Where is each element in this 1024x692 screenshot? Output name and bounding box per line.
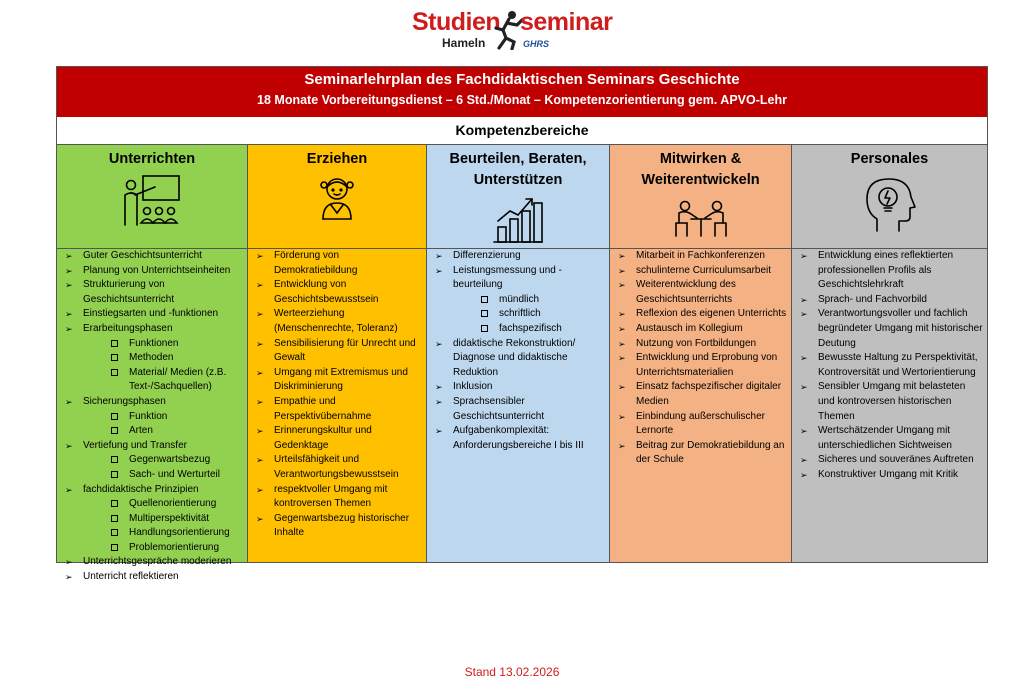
list-item: ➢ Gegenwartsbezug historischer Inhalte <box>252 512 422 541</box>
logo-word-studien: Studien <box>412 8 501 36</box>
list-item: ➢ Umgang mit Extremismus und Diskriminierung <box>252 366 422 395</box>
column-unterrichten <box>57 145 248 583</box>
column-title: Erziehen <box>306 151 368 167</box>
column-header <box>248 145 426 249</box>
sub-list-item: mündlich <box>431 293 605 308</box>
sub-list-item: Funktionen <box>61 337 243 352</box>
child-icon <box>315 173 359 223</box>
list-item: ➢ Unterricht reflektieren <box>61 570 243 585</box>
column-beurteilen <box>427 145 610 562</box>
logo-ghrs: GHRS <box>523 39 550 49</box>
column-title: Mitwirken & Weiterentwickeln <box>641 151 760 188</box>
list-item: ➢ Konstruktiver Umgang mit Kritik <box>796 468 983 483</box>
head-idea-icon <box>863 175 917 233</box>
studienseminar-logo <box>410 8 613 52</box>
list-item: ➢ Sicheres und souveränes Auftreten <box>796 453 983 468</box>
list-item: ➢ Leistungsmessung und -beurteilung <box>431 264 605 293</box>
sub-list-item: Arten <box>61 424 243 439</box>
sub-list-item: Material/ Medien (z.B. Text-/Sachquellen) <box>61 366 243 395</box>
list-item: ➢ Werteerziehung (Menschenrechte, Toleranz) <box>252 307 422 336</box>
sub-list-item: Handlungsorientierung <box>61 526 243 541</box>
list-item: ➢ Urteilsfähigkeit und Verantwortungsbewusstsein <box>252 453 422 482</box>
column-title: Personales <box>850 151 929 167</box>
list-item: ➢ Reflexion des eigenen Unterrichts <box>614 307 787 322</box>
teacher-icon <box>121 173 183 231</box>
list-item: ➢ Aufgabenkomplexität: Anforderungsbereiche I bis III <box>431 424 605 453</box>
list-item: ➢ Sprachsensibler Geschichtsunterricht <box>431 395 605 424</box>
list-item: ➢ Unterrichtsgespräche moderieren <box>61 555 243 570</box>
sub-list-item: fachspezifisch <box>431 322 605 337</box>
column-header <box>427 145 609 249</box>
list-item: ➢ Guter Geschichtsunterricht <box>61 249 243 264</box>
column-header <box>57 145 247 249</box>
list-item: ➢ Empathie und Perspektivübernahme <box>252 395 422 424</box>
list-item: ➢ schulinterne Curriculumsarbeit <box>614 264 787 279</box>
list-item: ➢ Sprach- und Fachvorbild <box>796 293 983 308</box>
list-item: ➢ Erinnerungskultur und Gedenktage <box>252 424 422 453</box>
sub-list-item: Quellenorientierung <box>61 497 243 512</box>
sub-list-item: Gegenwartsbezug <box>61 453 243 468</box>
personales-list <box>792 249 987 483</box>
sub-list-item: schriftlich <box>431 307 605 322</box>
column-title: Beurteilen, Beraten, Unterstützen <box>449 151 587 188</box>
list-item: ➢ Entwicklung eines reflektierten professionellen Profils als Geschichtslehrkraft <box>796 249 983 293</box>
seminarlehrplan-table <box>56 66 988 583</box>
list-item: ➢ Entwicklung und Erprobung von Unterrichtsmaterialien <box>614 351 787 380</box>
list-item: ➢ Austausch im Kollegium <box>614 322 787 337</box>
column-mitwirken <box>610 145 792 562</box>
kompetenzbereiche-heading: Kompetenzbereiche <box>57 117 987 145</box>
growth-chart-icon <box>492 195 544 245</box>
list-item: ➢ Sensibilisierung für Unrecht und Gewalt <box>252 337 422 366</box>
logo-hameln: Hameln <box>442 36 486 50</box>
list-item: ➢ respektvoller Umgang mit kontroversen Themen <box>252 483 422 512</box>
list-item: ➢ Mitarbeit in Fachkonferenzen <box>614 249 787 264</box>
meeting-icon <box>673 199 729 239</box>
mitwirken-list <box>610 249 791 468</box>
list-item: ➢ Beitrag zur Demokratiebildung an der Schule <box>614 439 787 468</box>
list-item: ➢ Differenzierung <box>431 249 605 264</box>
list-item: ➢ Vertiefung und Transfer <box>61 439 243 454</box>
list-item: ➢ Einsatz fachspezifischer digitaler Medien <box>614 380 787 409</box>
sub-list-item: Methoden <box>61 351 243 366</box>
list-item: ➢ Verantwortungsvoller und fachlich begründeter Umgang mit historischer Deutung <box>796 307 983 351</box>
list-item: ➢ Einbindung außerschulischer Lernorte <box>614 410 787 439</box>
page-subtitle: 18 Monate Vorbereitungsdienst – 6 Std./Monat – Kompetenzorientierung gem. APVO-Lehr <box>257 93 787 107</box>
list-item: ➢ Nutzung von Fortbildungen <box>614 337 787 352</box>
sub-list-item: Sach- und Werturteil <box>61 468 243 483</box>
runner-icon <box>490 10 524 50</box>
unterrichten-list <box>57 249 247 585</box>
list-item: ➢ Sicherungsphasen <box>61 395 243 410</box>
list-item: ➢ Einstiegsarten und -funktionen <box>61 307 243 322</box>
page-title: Seminarlehrplan des Fachdidaktischen Seminars Geschichte <box>304 71 740 88</box>
sub-list-item: Multiperspektivität <box>61 512 243 527</box>
beurteilen-list <box>427 249 609 453</box>
column-title: Unterrichten <box>108 151 196 167</box>
list-item: ➢ Strukturierung von Geschichtsunterricht <box>61 278 243 307</box>
column-personales <box>792 145 987 562</box>
list-item: ➢ Planung von Unterrichtseinheiten <box>61 264 243 279</box>
column-erziehen <box>248 145 427 562</box>
list-item: ➢ Förderung von Demokratiebildung <box>252 249 422 278</box>
list-item: ➢ Bewusste Haltung zu Perspektivität, Kontroversität und Wertorientierung <box>796 351 983 380</box>
list-item: ➢ Wertschätzender Umgang mit unterschiedlichen Sichtweisen <box>796 424 983 453</box>
list-item: ➢ fachdidaktische Prinzipien <box>61 483 243 498</box>
column-header <box>610 145 791 249</box>
list-item: ➢ Weiterentwicklung des Geschichtsunterrichts <box>614 278 787 307</box>
list-item: ➢ Entwicklung von Geschichtsbewusstsein <box>252 278 422 307</box>
sub-list-item: Problemorientierung <box>61 541 243 556</box>
sub-list-item: Funktion <box>61 410 243 425</box>
list-item: ➢ didaktische Rekonstruktion/ Diagnose und didaktische Reduktion <box>431 337 605 381</box>
stand-date: Stand 13.02.2026 <box>464 665 560 679</box>
list-item: ➢ Erarbeitungsphasen <box>61 322 243 337</box>
column-header <box>792 145 987 249</box>
erziehen-list <box>248 249 426 541</box>
list-item: ➢ Sensibler Umgang mit belasteten und kontroversen historischen Themen <box>796 380 983 424</box>
list-item: ➢ Inklusion <box>431 380 605 395</box>
table-header <box>57 67 987 117</box>
logo-word-seminar: seminar <box>520 8 613 36</box>
